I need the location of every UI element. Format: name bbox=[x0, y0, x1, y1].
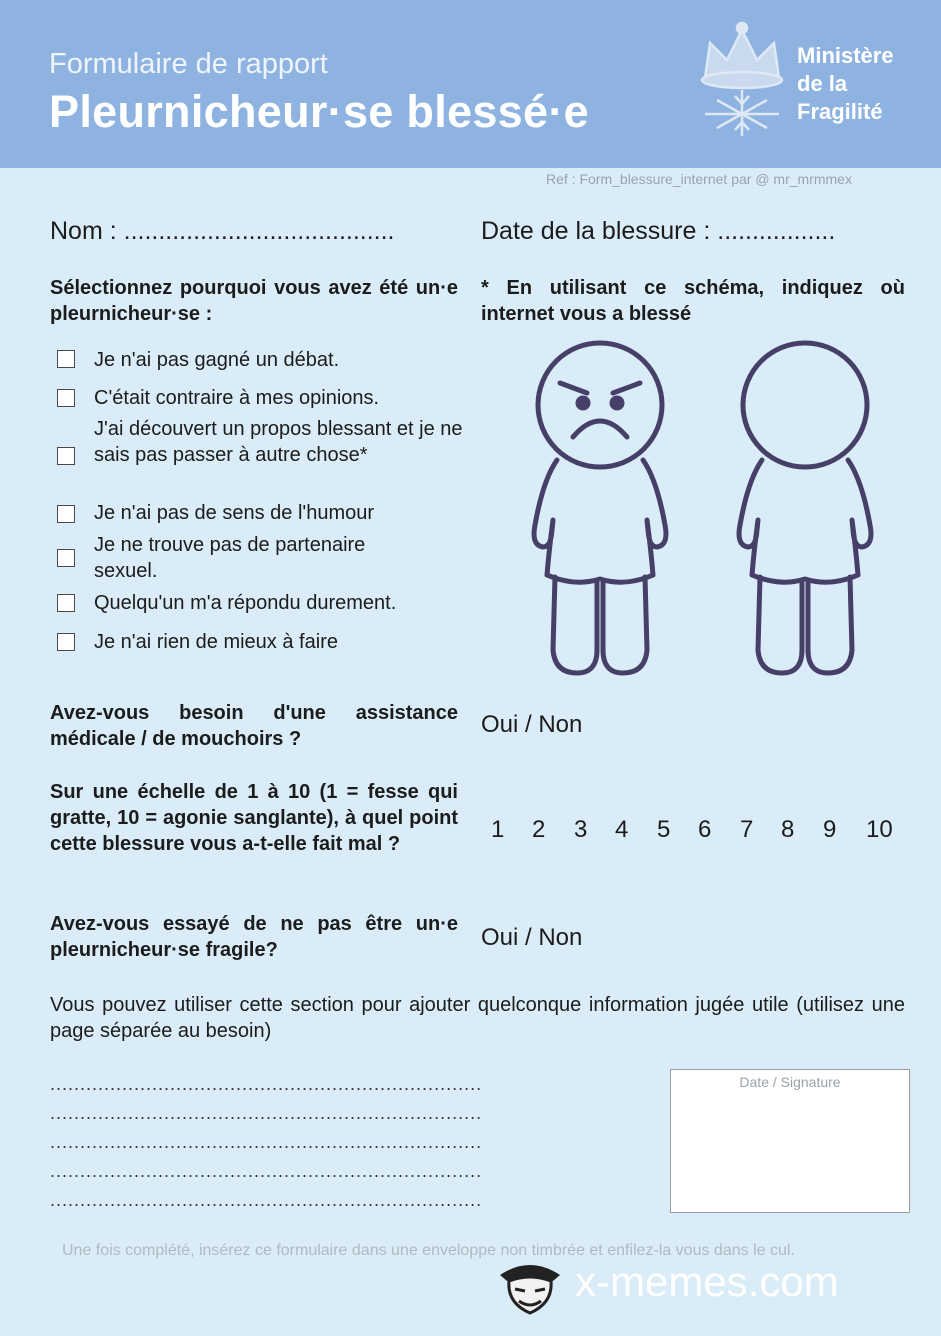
front-left-leg bbox=[553, 577, 597, 673]
reason-checkbox[interactable] bbox=[57, 594, 75, 612]
crown-snowflake-icon bbox=[695, 18, 790, 138]
reason-checkbox[interactable] bbox=[57, 447, 75, 465]
reason-checkbox[interactable] bbox=[57, 633, 75, 651]
front-right-leg bbox=[603, 577, 647, 673]
scale-option[interactable]: 7 bbox=[740, 816, 754, 843]
right-eye bbox=[612, 398, 622, 408]
scale-option[interactable]: 8 bbox=[781, 816, 795, 843]
watermark-text: x-memes.com bbox=[575, 1258, 839, 1305]
form-title: Pleurnicheur·se blessé·e bbox=[49, 86, 589, 137]
frown-mouth bbox=[573, 421, 627, 437]
reason-option: Quelqu'un m'a répondu durement. bbox=[94, 592, 397, 614]
pain-question: Sur une échelle de 1 à 10 (1 = fesse qui gratte, 10 = agonie sanglante), à quel point cette blessure vous a-t-elle fait mal ? bbox=[50, 781, 458, 855]
name-field[interactable]: Nom : ....................................... bbox=[50, 217, 395, 245]
reason-option: J'ai découvert un propos blessant et je ne sais pas passer à autre chose* bbox=[94, 418, 463, 466]
writing-line[interactable]: ........................................................................ bbox=[50, 1190, 483, 1210]
signature-label: Date / Signature bbox=[739, 1074, 841, 1090]
scale-option[interactable]: 10 bbox=[866, 816, 893, 843]
signature-box[interactable] bbox=[670, 1069, 910, 1213]
reason-checkbox[interactable] bbox=[57, 389, 75, 407]
body-diagram[interactable] bbox=[505, 335, 905, 685]
front-torso bbox=[534, 460, 666, 582]
scale-option[interactable]: 5 bbox=[657, 816, 671, 843]
scale-option[interactable]: 4 bbox=[615, 816, 629, 843]
writing-line[interactable]: ........................................................................ bbox=[50, 1161, 483, 1181]
reason-option: C'était contraire à mes opinions. bbox=[94, 387, 380, 409]
reason-option: Je n'ai pas gagné un débat. bbox=[94, 349, 340, 371]
writing-line[interactable]: ........................................................................ bbox=[50, 1074, 483, 1094]
writing-line[interactable]: ........................................................................ bbox=[50, 1103, 483, 1123]
reason-checkbox[interactable] bbox=[57, 505, 75, 523]
reason-option: Je n'ai rien de mieux à faire bbox=[94, 631, 338, 653]
reason-option: Je ne trouve pas de partenaire sexuel. bbox=[94, 534, 366, 582]
ministry-name: Ministère de la Fragilité bbox=[797, 43, 894, 124]
back-head bbox=[743, 343, 867, 467]
scale-option[interactable]: 6 bbox=[698, 816, 712, 843]
scale-option[interactable]: 2 bbox=[532, 816, 546, 843]
additional-info-text: Vous pouvez utiliser cette section pour ajouter quelconque information jugée utile (utilisez une page séparée au besoin) bbox=[50, 994, 905, 1042]
scale-option[interactable]: 9 bbox=[823, 816, 837, 843]
back-right-leg bbox=[808, 577, 852, 673]
form-reference: Ref : Form_blessure_internet par @ mr_mrmmex bbox=[546, 171, 852, 187]
medical-answer[interactable]: Oui / Non bbox=[481, 711, 583, 738]
tried-question: Avez-vous essayé de ne pas être un·e pleurnicheur·se fragile? bbox=[50, 913, 458, 961]
diagram-question: * En utilisant ce schéma, indiquez où internet vous a blessé bbox=[481, 277, 905, 325]
pirate-mask-icon bbox=[495, 1255, 565, 1315]
angry-eyebrows bbox=[560, 383, 640, 393]
footer-note: Une fois complété, insérez ce formulaire dans une enveloppe non timbrée et enfilez-la vous dans le cul. bbox=[62, 1242, 795, 1259]
injury-date-field[interactable]: Date de la blessure : ................. bbox=[481, 217, 836, 245]
scale-option[interactable]: 3 bbox=[574, 816, 588, 843]
form-subtitle: Formulaire de rapport bbox=[49, 48, 328, 80]
front-head bbox=[538, 343, 662, 467]
writing-line[interactable]: ........................................................................ bbox=[50, 1132, 483, 1152]
reason-checkbox[interactable] bbox=[57, 350, 75, 368]
back-torso bbox=[739, 460, 871, 582]
header-banner bbox=[0, 0, 941, 168]
reason-option: Je n'ai pas de sens de l'humour bbox=[94, 502, 375, 524]
medical-question: Avez-vous besoin d'une assistance médicale / de mouchoirs ? bbox=[50, 702, 458, 750]
reasons-question: Sélectionnez pourquoi vous avez été un·e pleurnicheur·se : bbox=[50, 277, 458, 325]
tried-answer[interactable]: Oui / Non bbox=[481, 924, 583, 951]
scale-option[interactable]: 1 bbox=[491, 816, 505, 843]
reason-checkbox[interactable] bbox=[57, 549, 75, 567]
back-left-leg bbox=[758, 577, 802, 673]
left-eye bbox=[578, 398, 588, 408]
